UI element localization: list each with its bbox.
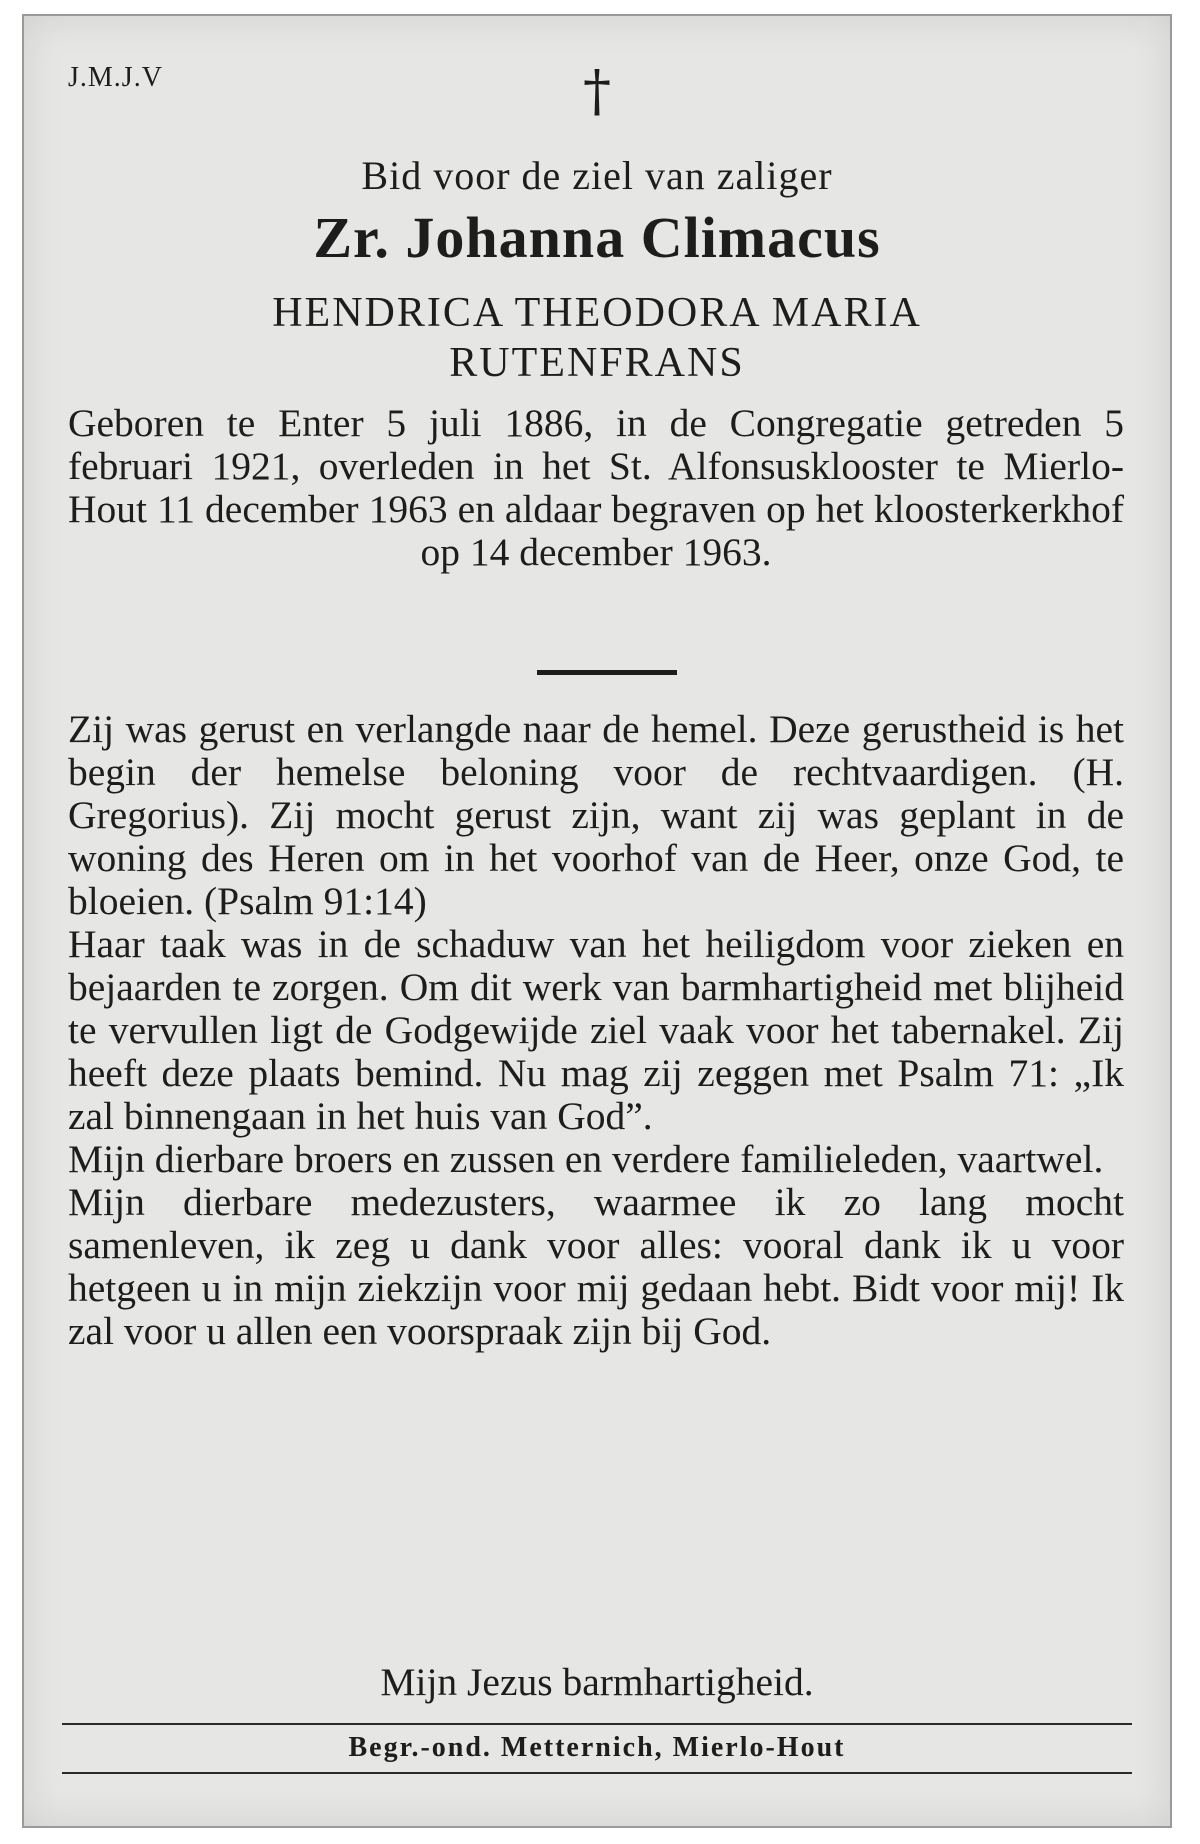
birth-name-line-1: HENDRICA THEODORA MARIA xyxy=(272,290,922,336)
memorial-text xyxy=(68,708,1124,1353)
footer-rule-top xyxy=(62,1723,1132,1725)
deceased-name: Zr. Johanna Climacus xyxy=(313,205,881,270)
cross-icon: † xyxy=(583,59,611,124)
paragraph-task: Haar taak was in de schaduw van het heiligdom voor zieken en bejaarden te zorgen. Om dit werk van barmhartigheid met blijheid te vervullen ligt de Godgewijde ziel vaak voor het tabernakel. Zij heeft deze plaats bemind. Nu mag zij zeggen met Psalm 71: „Ik zal binnengaan in het huis van God”. xyxy=(68,922,1124,1138)
prayer-line: Bid voor de ziel van zaliger xyxy=(361,153,833,198)
paragraph-family: Mijn dierbare broers en zussen en verdere familieleden, vaartwel. xyxy=(68,1137,1104,1181)
paragraph-sisters: Mijn dierbare medezusters, waarmee ik zo lang mocht samenleven, ik zeg u dank voor alles: vooral dank ik u voor hetgeen u in mijn ziekzijn voor mij gedaan hebt. Bidt voor mij! Ik zal voor u allen een voorspraak zijn bij God. xyxy=(68,1180,1124,1353)
paragraph-peace: Zij was gerust en verlangde naar de hemel. Deze gerustheid is het begin der hemelse beloning voor de rechtvaardigen. (H. Gregorius). Zij mocht gerust zijn, want zij was geplant in de woning des Heren om in het voorhof van de Heer, onze God, te bloeien. (Psalm 91:14) xyxy=(68,707,1124,923)
monogram: J.M.J.V xyxy=(68,62,163,93)
birth-name-line-2: RUTENFRANS xyxy=(449,340,745,386)
divider xyxy=(537,670,677,675)
footer-rule-bottom xyxy=(62,1772,1132,1774)
biography: Geboren te Enter 5 juli 1886, in de Congregatie getreden 5 februari 1921, overleden in het St. Alfonsusklooster te Mierlo-Hout 11 december 1963 en aldaar begraven op het kloosterkerkhof op 14 december 1963. xyxy=(68,401,1124,574)
undertaker-footer: Begr.-ond. Metternich, Mierlo-Hout xyxy=(348,1732,846,1763)
memorial-card xyxy=(22,14,1172,1828)
closing-line: Mijn Jezus barmhartigheid. xyxy=(380,1660,814,1704)
